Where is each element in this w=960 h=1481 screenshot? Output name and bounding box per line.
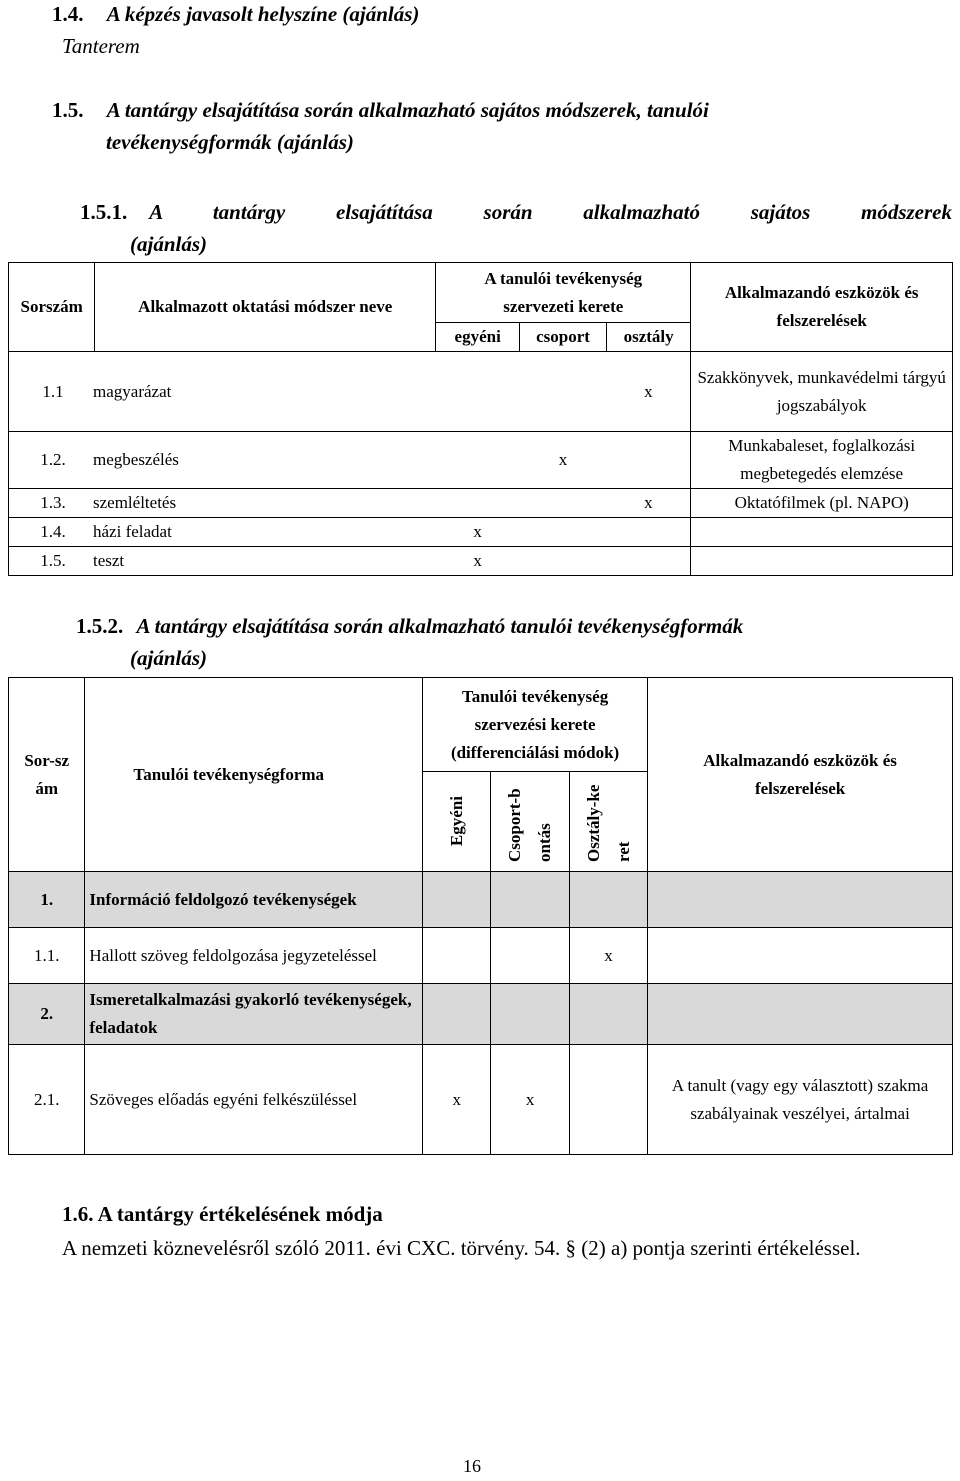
row-egyeni: x [422, 1045, 490, 1155]
row-eszkoz: Munkabaleset, foglalkozási megbetegedés elemzése [691, 432, 953, 489]
row-osztaly: x [606, 352, 690, 432]
section-1-4-heading [52, 2, 419, 27]
header-modszer: Alkalmazott oktatási módszer neve [95, 263, 436, 352]
section-title: A tantárgy elsajátítása során alkalmazható sajátos módszerek [149, 200, 952, 224]
row-name: Szöveges előadás egyéni felkészüléssel [85, 1045, 423, 1155]
row-csoport: x [491, 1045, 569, 1155]
section-title: A tantárgy értékelésének módja [97, 1202, 383, 1226]
row-name: Információ feldolgozó tevékenységek [85, 872, 423, 928]
header-keret: Tanulói tevékenység szervezési kerete (differenciálási módok) [422, 678, 647, 772]
row-num: 1.5. [40, 551, 66, 570]
row-num: 1.1 [42, 381, 64, 401]
row-osztaly [569, 1045, 647, 1155]
header-csoport: csoport [520, 323, 607, 352]
row-num: 1.4. [40, 522, 66, 541]
row-csoport [520, 518, 607, 547]
row-osztaly: x [569, 928, 647, 984]
row-csoport [491, 928, 569, 984]
row-name: magyarázat [93, 381, 172, 401]
header-egyeni: egyéni [436, 323, 520, 352]
row-eszkoz: A tanult (vagy egy választott) szakma szabályainak veszélyei, ártalmai [648, 1045, 953, 1155]
header-osztaly: Osztály-keret [583, 784, 633, 862]
section-number: 1.5.2. [76, 614, 124, 638]
row-num: 2. [9, 984, 85, 1045]
row-name: Ismeretalkalmazási gyakorló tevékenységek, feladatok [85, 984, 423, 1045]
row-csoport [520, 547, 607, 576]
section-1-4-value: Tanterem [62, 34, 140, 58]
row-csoport [520, 352, 607, 432]
row-name: házi feladat [93, 522, 172, 541]
row-osztaly [569, 872, 647, 928]
row-egyeni [436, 352, 520, 432]
row-egyeni [436, 432, 520, 489]
row-osztaly [606, 518, 690, 547]
row-eszkoz [691, 547, 953, 576]
table-row [9, 547, 953, 576]
row-osztaly [606, 432, 690, 489]
section-1-5-heading [52, 98, 709, 123]
row-osztaly: x [606, 489, 690, 518]
row-name: teszt [93, 551, 125, 570]
row-csoport [520, 489, 607, 518]
row-eszkoz [648, 928, 953, 984]
row-eszkoz: Szakkönyvek, munkavédelmi tárgyú jogszabályok [691, 352, 953, 432]
row-csoport [491, 872, 569, 928]
row-egyeni: x [436, 518, 520, 547]
section-1-5-1-heading-line2: (ajánlás) [130, 232, 208, 256]
header-keret: A tanulói tevékenység szervezeti kerete [436, 263, 691, 323]
row-num: 1. [9, 872, 85, 928]
table-row [9, 872, 953, 928]
table-row [9, 518, 953, 547]
row-num: 1.3. [40, 493, 66, 512]
row-egyeni [436, 489, 520, 518]
header-sorszam: Sorszám [9, 263, 95, 352]
header-csoport: Csoport-bontás [505, 787, 555, 862]
row-name: Hallott szöveg feldolgozása jegyzeteléssel [85, 928, 423, 984]
row-name: megbeszélés [93, 450, 179, 469]
section-number: 1.6. [62, 1202, 94, 1226]
section-1-5-2-heading [76, 614, 743, 639]
row-egyeni: x [436, 547, 520, 576]
row-eszkoz [648, 984, 953, 1045]
section-1-5-1-heading [80, 200, 952, 225]
row-csoport: x [520, 432, 607, 489]
row-num: 2.1. [9, 1045, 85, 1155]
activity-forms-table [8, 677, 953, 1155]
table-row [9, 432, 953, 489]
header-forma: Tanulói tevékenységforma [85, 678, 423, 872]
row-num: 1.2. [40, 450, 66, 469]
table-row [9, 928, 953, 984]
row-eszkoz: Oktatófilmek (pl. NAPO) [691, 489, 953, 518]
section-title: A tantárgy elsajátítása során alkalmazható sajátos módszerek, tanulói [106, 98, 709, 122]
header-eszkozok: Alkalmazandó eszközök és felszerelések [691, 263, 953, 352]
row-egyeni [422, 928, 490, 984]
table-row [9, 984, 953, 1045]
row-eszkoz [691, 518, 953, 547]
section-title: A tantárgy elsajátítása során alkalmazható tanulói tevékenységformák [136, 614, 744, 638]
row-osztaly [569, 984, 647, 1045]
section-1-6-heading [62, 1198, 383, 1230]
row-egyeni [422, 872, 490, 928]
table-row [9, 1045, 953, 1155]
page-number: 16 [463, 1456, 481, 1476]
row-num: 1.1. [9, 928, 85, 984]
section-1-6-text: A nemzeti köznevelésről szóló 2011. évi CXC. törvény. 54. § (2) a) pontja szerinti értékeléssel. [62, 1236, 861, 1260]
header-sorszam: Sor-szám [24, 750, 70, 798]
section-1-5-heading-line2: tevékenységformák (ajánlás) [106, 130, 354, 154]
section-number: 1.5. [52, 98, 84, 122]
section-1-5-2-heading-line2: (ajánlás) [130, 646, 208, 670]
table-row [9, 489, 953, 518]
row-osztaly [606, 547, 690, 576]
row-name: szemléltetés [93, 493, 177, 512]
header-osztaly: osztály [606, 323, 690, 352]
header-eszkozok: Alkalmazandó eszközök és felszerelések [648, 678, 953, 872]
row-egyeni [422, 984, 490, 1045]
header-egyeni: Egyéni [446, 796, 466, 847]
section-title: A képzés javasolt helyszíne (ajánlás) [106, 2, 420, 26]
section-number: 1.4. [52, 2, 84, 26]
table-row [9, 352, 953, 432]
row-eszkoz [648, 872, 953, 928]
methods-table [8, 262, 953, 576]
row-csoport [491, 984, 569, 1045]
section-number: 1.5.1. [80, 200, 128, 224]
